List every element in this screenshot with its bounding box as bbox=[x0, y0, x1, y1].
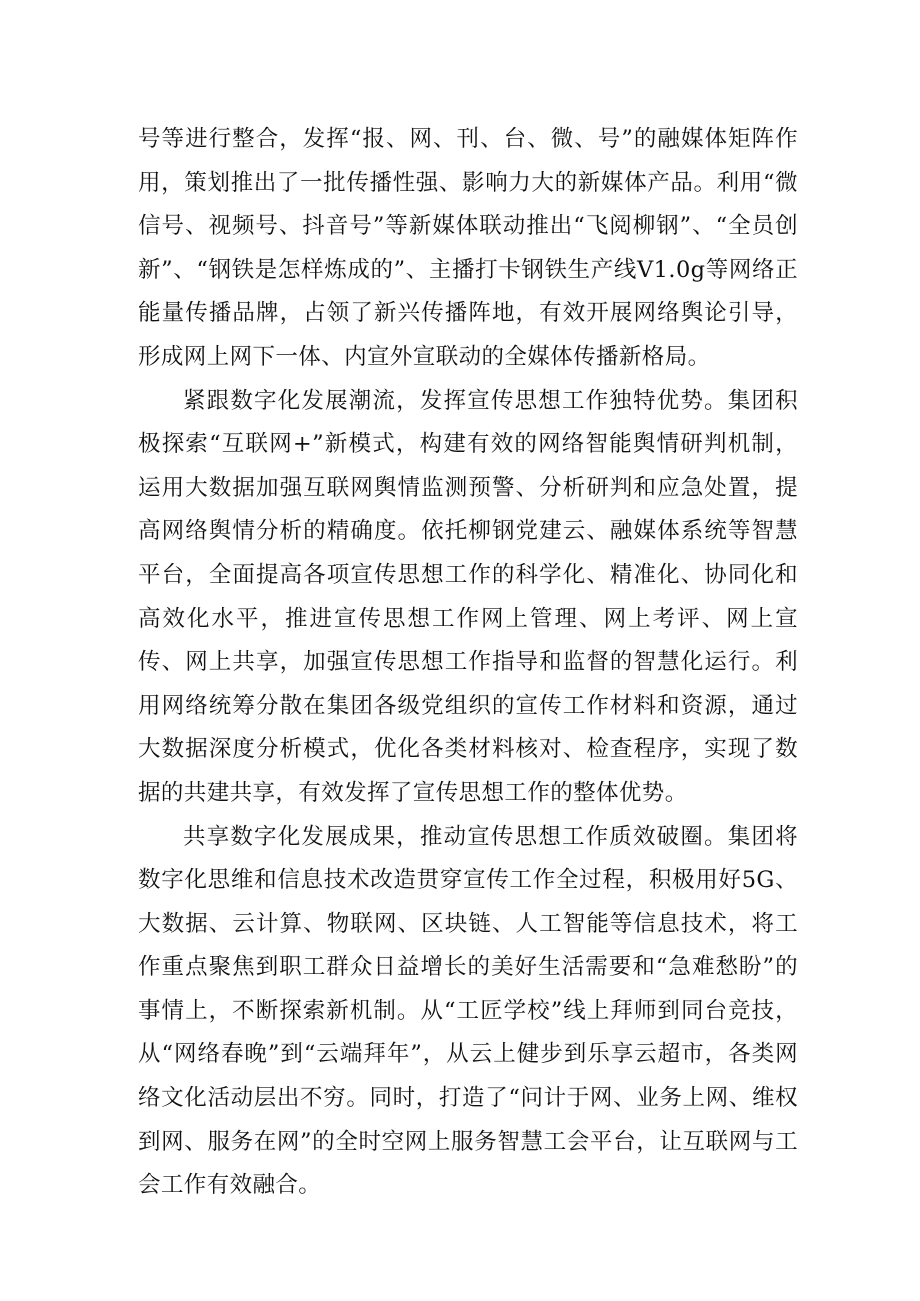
paragraph-1: 号等进行整合，发挥“报、网、刊、台、微、号”的融媒体矩阵作用，策划推出了一批传播性强、影响力大的新媒体产品。利用“微信号、视频号、抖音号”等新媒体联动推出“飞阅柳钢”、“全员创新”、“钢铁是怎样炼成的”、主播打卡钢铁生产线V1.0g等网络正能量传播品牌，占领了新兴传播阵地，有效开展网络舆论引导，形成网上网下一体、内宣外宣联动的全媒体传播新格局。 bbox=[138, 126, 798, 370]
paragraph-3: 共享数字化发展成果，推动宣传思想工作质效破圈。集团将数字化思维和信息技术改造贯穿宣传工作全过程，积极用好5G、大数据、云计算、物联网、区块链、人工智能等信息技术，将工作重点聚焦到职工群众日益增长的美好生活需要和“急难愁盼”的事情上，不断探索新机制。从“工匠学校”线上拜师到同台竞技，从“网络春晚”到“云端拜年”，从云上健步到乐享云超市，各类网络文化活动层出不穷。同时，打造了“问计于网、业务上网、维权到网、服务在网”的全时空网上服务智慧工会平台，让互联网与工会工作有效融合。 bbox=[138, 823, 798, 1199]
document-page bbox=[138, 118, 798, 1208]
paragraph-2: 紧跟数字化发展潮流，发挥宣传思想工作独特优势。集团积极探索“互联网+”新模式，构建有效的网络智能舆情研判机制，运用大数据加强互联网舆情监测预警、分析研判和应急处置，提高网络舆情分析的精确度。依托柳钢党建云、融媒体系统等智慧平台，全面提高各项宣传思想工作的科学化、精准化、协同化和高效化水平，推进宣传思想工作网上管理、网上考评、网上宣传、网上共享，加强宣传思想工作指导和监督的智慧化运行。利用网络统筹分散在集团各级党组织的宣传工作材料和资源，通过大数据深度分析模式，优化各类材料核对、检查程序，实现了数据的共建共享，有效发挥了宣传思想工作的整体优势。 bbox=[138, 387, 798, 806]
